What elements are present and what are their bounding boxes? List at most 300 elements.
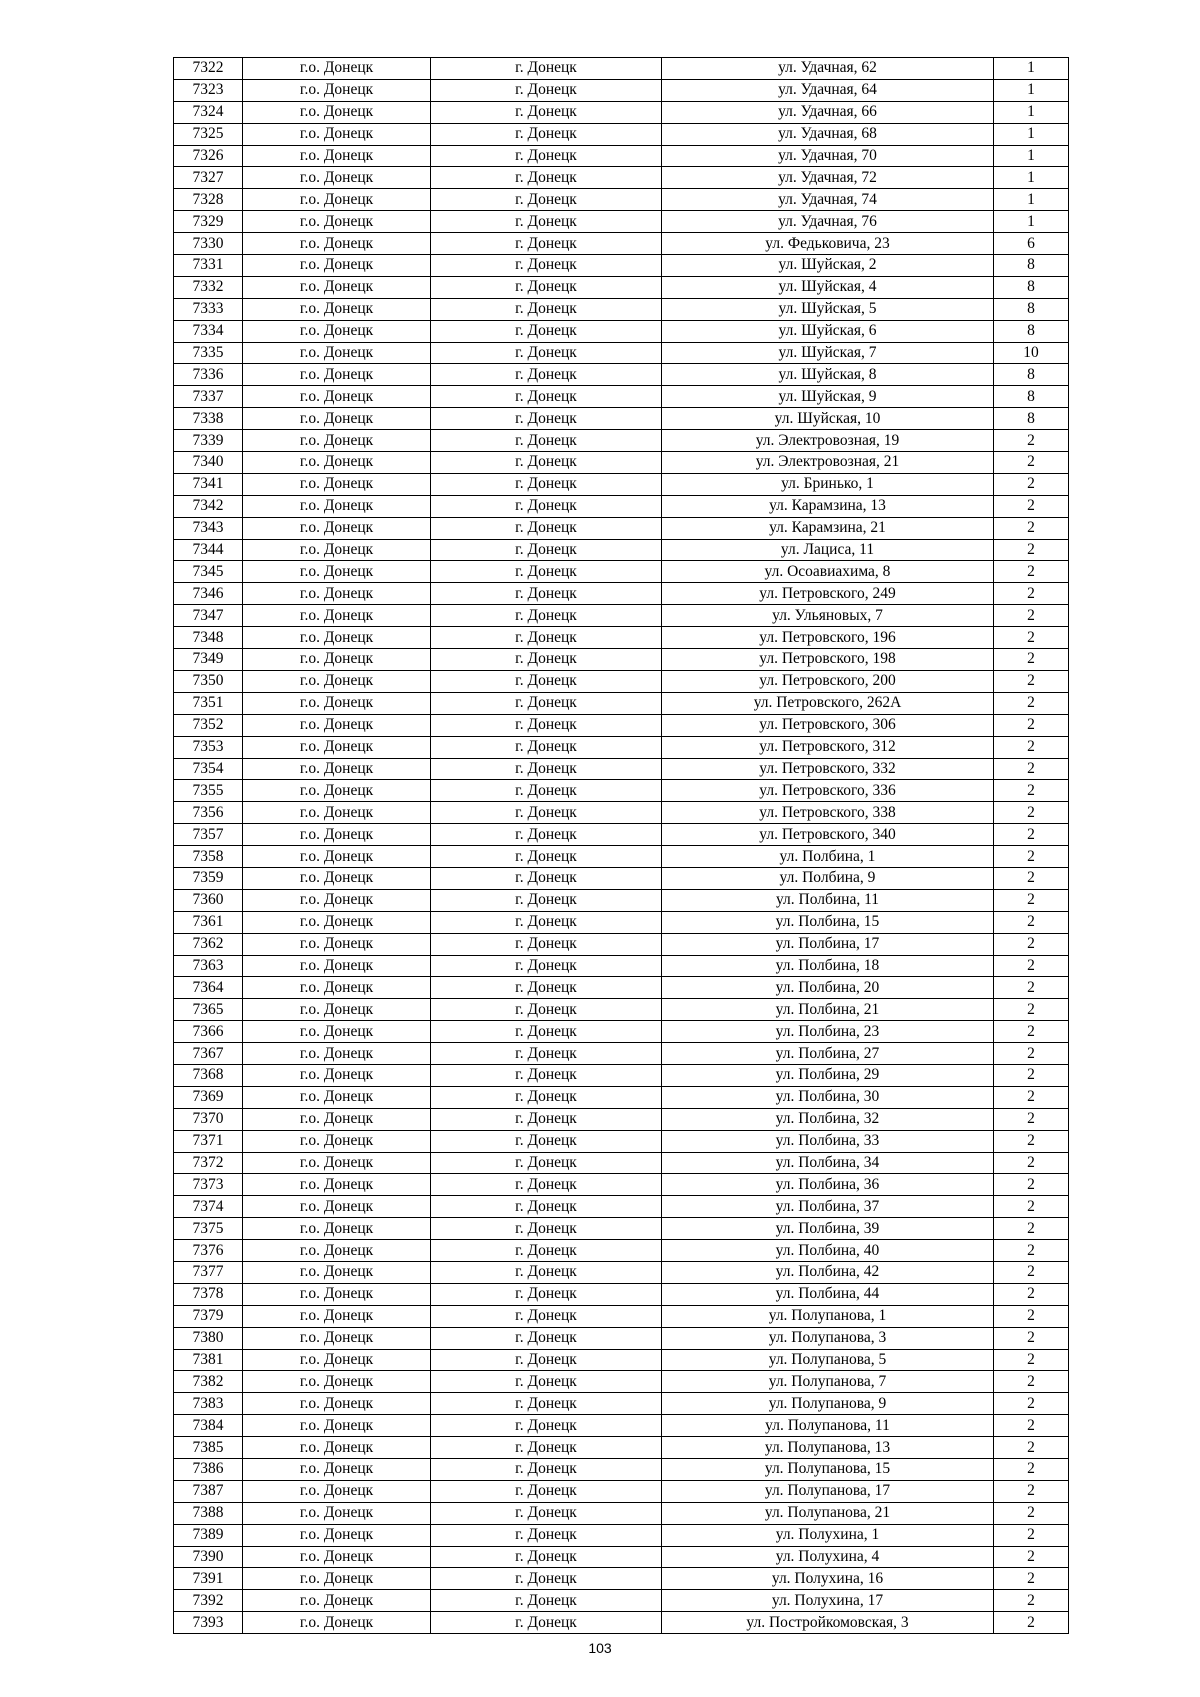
quantity-cell: 2 (994, 692, 1069, 714)
row-number-cell: 7375 (174, 1218, 243, 1240)
row-number-cell: 7329 (174, 211, 243, 233)
address-cell: ул. Полбина, 1 (662, 846, 994, 868)
city-cell: г. Донецк (431, 1437, 662, 1459)
row-number-cell: 7374 (174, 1196, 243, 1218)
table-row (174, 211, 1069, 233)
quantity-cell: 2 (994, 802, 1069, 824)
table-row (174, 1108, 1069, 1130)
quantity-cell: 2 (994, 583, 1069, 605)
table-row (174, 1240, 1069, 1262)
district-cell: г.о. Донецк (243, 627, 431, 649)
quantity-cell: 2 (994, 561, 1069, 583)
row-number-cell: 7376 (174, 1240, 243, 1262)
district-cell: г.о. Донецк (243, 342, 431, 364)
table-row (174, 583, 1069, 605)
city-cell: г. Донецк (431, 1349, 662, 1371)
row-number-cell: 7353 (174, 736, 243, 758)
address-cell: ул. Удачная, 64 (662, 79, 994, 101)
quantity-cell: 2 (994, 1218, 1069, 1240)
quantity-cell: 2 (994, 1590, 1069, 1612)
address-cell: ул. Полбина, 18 (662, 955, 994, 977)
address-cell: ул. Бринько, 1 (662, 473, 994, 495)
city-cell: г. Донецк (431, 824, 662, 846)
table-row (174, 802, 1069, 824)
table-row (174, 649, 1069, 671)
quantity-cell: 2 (994, 1546, 1069, 1568)
table-row (174, 386, 1069, 408)
city-cell: г. Донецк (431, 627, 662, 649)
row-number-cell: 7372 (174, 1152, 243, 1174)
table-row (174, 430, 1069, 452)
table-row (174, 517, 1069, 539)
city-cell: г. Донецк (431, 1480, 662, 1502)
quantity-cell: 2 (994, 1524, 1069, 1546)
quantity-cell: 2 (994, 889, 1069, 911)
district-cell: г.о. Донецк (243, 583, 431, 605)
row-number-cell: 7384 (174, 1415, 243, 1437)
quantity-cell: 2 (994, 1108, 1069, 1130)
row-number-cell: 7356 (174, 802, 243, 824)
quantity-cell: 2 (994, 539, 1069, 561)
address-cell: ул. Полбина, 42 (662, 1261, 994, 1283)
district-cell: г.о. Донецк (243, 473, 431, 495)
quantity-cell: 2 (994, 1502, 1069, 1524)
district-cell: г.о. Донецк (243, 233, 431, 255)
table-row (174, 342, 1069, 364)
address-cell: ул. Полбина, 39 (662, 1218, 994, 1240)
row-number-cell: 7325 (174, 123, 243, 145)
city-cell: г. Донецк (431, 364, 662, 386)
district-cell: г.о. Донецк (243, 101, 431, 123)
address-cell: ул. Удачная, 76 (662, 211, 994, 233)
district-cell: г.о. Донецк (243, 1524, 431, 1546)
district-cell: г.о. Донецк (243, 780, 431, 802)
row-number-cell: 7382 (174, 1371, 243, 1393)
city-cell: г. Донецк (431, 1086, 662, 1108)
row-number-cell: 7345 (174, 561, 243, 583)
row-number-cell: 7332 (174, 276, 243, 298)
address-cell: ул. Постройкомовская, 3 (662, 1612, 994, 1634)
city-cell: г. Донецк (431, 977, 662, 999)
address-cell: ул. Петровского, 198 (662, 649, 994, 671)
address-cell: ул. Шуйская, 6 (662, 320, 994, 342)
table-row (174, 364, 1069, 386)
address-cell: ул. Петровского, 332 (662, 758, 994, 780)
quantity-cell: 1 (994, 145, 1069, 167)
city-cell: г. Донецк (431, 1502, 662, 1524)
quantity-cell: 2 (994, 1415, 1069, 1437)
city-cell: г. Донецк (431, 539, 662, 561)
city-cell: г. Донецк (431, 867, 662, 889)
row-number-cell: 7378 (174, 1283, 243, 1305)
address-cell: ул. Полупанова, 15 (662, 1459, 994, 1481)
district-cell: г.о. Донецк (243, 1043, 431, 1065)
table-row (174, 1327, 1069, 1349)
district-cell: г.о. Донецк (243, 1218, 431, 1240)
quantity-cell: 2 (994, 867, 1069, 889)
city-cell: г. Донецк (431, 298, 662, 320)
row-number-cell: 7381 (174, 1349, 243, 1371)
address-cell: ул. Полбина, 11 (662, 889, 994, 911)
district-cell: г.о. Донецк (243, 1196, 431, 1218)
table-row (174, 1130, 1069, 1152)
table-row (174, 1393, 1069, 1415)
address-cell: ул. Карамзина, 13 (662, 495, 994, 517)
table-row (174, 846, 1069, 868)
row-number-cell: 7369 (174, 1086, 243, 1108)
address-cell: ул. Шуйская, 10 (662, 408, 994, 430)
quantity-cell: 2 (994, 452, 1069, 474)
row-number-cell: 7323 (174, 79, 243, 101)
district-cell: г.о. Донецк (243, 1349, 431, 1371)
row-number-cell: 7336 (174, 364, 243, 386)
city-cell: г. Донецк (431, 386, 662, 408)
district-cell: г.о. Донецк (243, 364, 431, 386)
table-row (174, 1305, 1069, 1327)
city-cell: г. Донецк (431, 320, 662, 342)
row-number-cell: 7368 (174, 1064, 243, 1086)
table-row (174, 1174, 1069, 1196)
table-row (174, 780, 1069, 802)
city-cell: г. Донецк (431, 430, 662, 452)
table-row (174, 167, 1069, 189)
quantity-cell: 2 (994, 1043, 1069, 1065)
district-cell: г.о. Донецк (243, 1086, 431, 1108)
table-row (174, 189, 1069, 211)
row-number-cell: 7362 (174, 933, 243, 955)
city-cell: г. Донецк (431, 889, 662, 911)
address-cell: ул. Полупанова, 21 (662, 1502, 994, 1524)
city-cell: г. Донецк (431, 1590, 662, 1612)
city-cell: г. Донецк (431, 999, 662, 1021)
district-cell: г.о. Донецк (243, 1459, 431, 1481)
address-cell: ул. Полупанова, 3 (662, 1327, 994, 1349)
quantity-cell: 1 (994, 101, 1069, 123)
district-cell: г.о. Донецк (243, 1240, 431, 1262)
row-number-cell: 7377 (174, 1261, 243, 1283)
table-row (174, 1459, 1069, 1481)
row-number-cell: 7327 (174, 167, 243, 189)
table-row (174, 1590, 1069, 1612)
row-number-cell: 7352 (174, 714, 243, 736)
row-number-cell: 7358 (174, 846, 243, 868)
city-cell: г. Донецк (431, 1568, 662, 1590)
district-cell: г.о. Донецк (243, 79, 431, 101)
row-number-cell: 7339 (174, 430, 243, 452)
district-cell: г.о. Донецк (243, 1261, 431, 1283)
quantity-cell: 8 (994, 386, 1069, 408)
address-cell: ул. Петровского, 306 (662, 714, 994, 736)
quantity-cell: 2 (994, 1283, 1069, 1305)
table-row (174, 1349, 1069, 1371)
table-row (174, 1218, 1069, 1240)
quantity-cell: 2 (994, 627, 1069, 649)
table-body (174, 58, 1069, 1634)
city-cell: г. Донецк (431, 1305, 662, 1327)
address-cell: ул. Полупанова, 1 (662, 1305, 994, 1327)
table-row (174, 999, 1069, 1021)
quantity-cell: 2 (994, 1021, 1069, 1043)
district-cell: г.о. Донецк (243, 145, 431, 167)
district-cell: г.о. Донецк (243, 1327, 431, 1349)
row-number-cell: 7366 (174, 1021, 243, 1043)
quantity-cell: 2 (994, 1064, 1069, 1086)
address-cell: ул. Полбина, 21 (662, 999, 994, 1021)
address-cell: ул. Полбина, 37 (662, 1196, 994, 1218)
table-row (174, 255, 1069, 277)
district-cell: г.о. Донецк (243, 1021, 431, 1043)
row-number-cell: 7330 (174, 233, 243, 255)
table-row (174, 123, 1069, 145)
city-cell: г. Донецк (431, 145, 662, 167)
city-cell: г. Донецк (431, 1218, 662, 1240)
city-cell: г. Донецк (431, 736, 662, 758)
row-number-cell: 7333 (174, 298, 243, 320)
page-number: 103 (588, 1640, 612, 1656)
address-cell: ул. Полухина, 4 (662, 1546, 994, 1568)
table-row (174, 867, 1069, 889)
table-row (174, 933, 1069, 955)
quantity-cell: 2 (994, 1174, 1069, 1196)
address-cell: ул. Полбина, 15 (662, 911, 994, 933)
city-cell: г. Донецк (431, 802, 662, 824)
row-number-cell: 7354 (174, 758, 243, 780)
city-cell: г. Донецк (431, 79, 662, 101)
quantity-cell: 2 (994, 1371, 1069, 1393)
row-number-cell: 7359 (174, 867, 243, 889)
address-cell: ул. Полупанова, 13 (662, 1437, 994, 1459)
table-row (174, 1043, 1069, 1065)
quantity-cell: 2 (994, 780, 1069, 802)
district-cell: г.о. Донецк (243, 1393, 431, 1415)
quantity-cell: 2 (994, 1196, 1069, 1218)
address-cell: ул. Полухина, 17 (662, 1590, 994, 1612)
address-cell: ул. Осоавиахима, 8 (662, 561, 994, 583)
table-row (174, 1283, 1069, 1305)
address-cell: ул. Электровозная, 19 (662, 430, 994, 452)
city-cell: г. Донецк (431, 517, 662, 539)
quantity-cell: 1 (994, 58, 1069, 80)
address-cell: ул. Шуйская, 4 (662, 276, 994, 298)
row-number-cell: 7390 (174, 1546, 243, 1568)
address-cell: ул. Лациса, 11 (662, 539, 994, 561)
row-number-cell: 7341 (174, 473, 243, 495)
address-cell: ул. Удачная, 62 (662, 58, 994, 80)
table-row (174, 1261, 1069, 1283)
address-cell: ул. Полбина, 44 (662, 1283, 994, 1305)
row-number-cell: 7343 (174, 517, 243, 539)
table-row (174, 977, 1069, 999)
row-number-cell: 7351 (174, 692, 243, 714)
table-row (174, 1086, 1069, 1108)
table-row (174, 627, 1069, 649)
district-cell: г.о. Донецк (243, 1480, 431, 1502)
row-number-cell: 7389 (174, 1524, 243, 1546)
district-cell: г.о. Донецк (243, 955, 431, 977)
district-cell: г.о. Донецк (243, 758, 431, 780)
quantity-cell: 2 (994, 824, 1069, 846)
address-cell: ул. Полбина, 34 (662, 1152, 994, 1174)
district-cell: г.о. Донецк (243, 320, 431, 342)
district-cell: г.о. Донецк (243, 1568, 431, 1590)
district-cell: г.о. Донецк (243, 649, 431, 671)
row-number-cell: 7355 (174, 780, 243, 802)
address-cell: ул. Шуйская, 7 (662, 342, 994, 364)
table-row (174, 692, 1069, 714)
city-cell: г. Донецк (431, 255, 662, 277)
table-row (174, 473, 1069, 495)
city-cell: г. Донецк (431, 561, 662, 583)
address-cell: ул. Федьковича, 23 (662, 233, 994, 255)
row-number-cell: 7364 (174, 977, 243, 999)
city-cell: г. Донецк (431, 452, 662, 474)
district-cell: г.о. Донецк (243, 123, 431, 145)
quantity-cell: 8 (994, 276, 1069, 298)
quantity-cell: 2 (994, 955, 1069, 977)
table-row (174, 889, 1069, 911)
row-number-cell: 7347 (174, 605, 243, 627)
address-cell: ул. Петровского, 200 (662, 670, 994, 692)
district-cell: г.о. Донецк (243, 999, 431, 1021)
district-cell: г.о. Донецк (243, 846, 431, 868)
table-row (174, 605, 1069, 627)
table-row (174, 452, 1069, 474)
table-row (174, 955, 1069, 977)
row-number-cell: 7337 (174, 386, 243, 408)
district-cell: г.о. Донецк (243, 824, 431, 846)
city-cell: г. Донецк (431, 189, 662, 211)
quantity-cell: 2 (994, 977, 1069, 999)
table-row (174, 1196, 1069, 1218)
table-row (174, 714, 1069, 736)
quantity-cell: 2 (994, 846, 1069, 868)
row-number-cell: 7380 (174, 1327, 243, 1349)
quantity-cell: 8 (994, 298, 1069, 320)
city-cell: г. Донецк (431, 1064, 662, 1086)
quantity-cell: 2 (994, 649, 1069, 671)
city-cell: г. Донецк (431, 1043, 662, 1065)
table-row (174, 408, 1069, 430)
table-row (174, 233, 1069, 255)
district-cell: г.о. Донецк (243, 452, 431, 474)
quantity-cell: 2 (994, 1240, 1069, 1262)
district-cell: г.о. Донецк (243, 802, 431, 824)
district-cell: г.о. Донецк (243, 1371, 431, 1393)
address-cell: ул. Полупанова, 9 (662, 1393, 994, 1415)
address-cell: ул. Шуйская, 8 (662, 364, 994, 386)
city-cell: г. Донецк (431, 1174, 662, 1196)
district-cell: г.о. Донецк (243, 714, 431, 736)
address-cell: ул. Полухина, 1 (662, 1524, 994, 1546)
district-cell: г.о. Донецк (243, 867, 431, 889)
address-cell: ул. Полбина, 20 (662, 977, 994, 999)
district-cell: г.о. Донецк (243, 408, 431, 430)
quantity-cell: 2 (994, 1349, 1069, 1371)
district-cell: г.о. Донецк (243, 386, 431, 408)
city-cell: г. Донецк (431, 408, 662, 430)
address-cell: ул. Петровского, 340 (662, 824, 994, 846)
district-cell: г.о. Донецк (243, 1502, 431, 1524)
row-number-cell: 7367 (174, 1043, 243, 1065)
table-row (174, 58, 1069, 80)
address-cell: ул. Полбина, 29 (662, 1064, 994, 1086)
row-number-cell: 7338 (174, 408, 243, 430)
district-cell: г.о. Донецк (243, 211, 431, 233)
quantity-cell: 2 (994, 1152, 1069, 1174)
address-cell: ул. Удачная, 70 (662, 145, 994, 167)
address-cell: ул. Удачная, 66 (662, 101, 994, 123)
quantity-cell: 2 (994, 999, 1069, 1021)
address-cell: ул. Ульяновых, 7 (662, 605, 994, 627)
district-cell: г.о. Донецк (243, 58, 431, 80)
address-cell: ул. Шуйская, 2 (662, 255, 994, 277)
table-row (174, 320, 1069, 342)
city-cell: г. Донецк (431, 933, 662, 955)
district-cell: г.о. Донецк (243, 539, 431, 561)
district-cell: г.о. Донецк (243, 1108, 431, 1130)
city-cell: г. Донецк (431, 1283, 662, 1305)
quantity-cell: 2 (994, 1305, 1069, 1327)
city-cell: г. Донецк (431, 1371, 662, 1393)
table-row (174, 1612, 1069, 1634)
city-cell: г. Донецк (431, 1261, 662, 1283)
quantity-cell: 2 (994, 1327, 1069, 1349)
row-number-cell: 7386 (174, 1459, 243, 1481)
quantity-cell: 2 (994, 473, 1069, 495)
table-row (174, 670, 1069, 692)
city-cell: г. Донецк (431, 846, 662, 868)
district-cell: г.о. Донецк (243, 736, 431, 758)
quantity-cell: 8 (994, 408, 1069, 430)
city-cell: г. Донецк (431, 692, 662, 714)
table-row (174, 1064, 1069, 1086)
row-number-cell: 7391 (174, 1568, 243, 1590)
district-cell: г.о. Донецк (243, 430, 431, 452)
city-cell: г. Донецк (431, 670, 662, 692)
table-row (174, 101, 1069, 123)
city-cell: г. Донецк (431, 780, 662, 802)
address-cell: ул. Петровского, 312 (662, 736, 994, 758)
row-number-cell: 7342 (174, 495, 243, 517)
row-number-cell: 7361 (174, 911, 243, 933)
city-cell: г. Донецк (431, 955, 662, 977)
district-cell: г.о. Донецк (243, 933, 431, 955)
row-number-cell: 7324 (174, 101, 243, 123)
quantity-cell: 2 (994, 736, 1069, 758)
city-cell: г. Донецк (431, 649, 662, 671)
district-cell: г.о. Донецк (243, 889, 431, 911)
address-cell: ул. Полупанова, 17 (662, 1480, 994, 1502)
row-number-cell: 7348 (174, 627, 243, 649)
table-row (174, 145, 1069, 167)
district-cell: г.о. Донецк (243, 1612, 431, 1634)
quantity-cell: 2 (994, 933, 1069, 955)
quantity-cell: 2 (994, 1459, 1069, 1481)
quantity-cell: 2 (994, 517, 1069, 539)
district-cell: г.о. Донецк (243, 561, 431, 583)
address-cell: ул. Полбина, 40 (662, 1240, 994, 1262)
quantity-cell: 2 (994, 670, 1069, 692)
city-cell: г. Донецк (431, 1108, 662, 1130)
quantity-cell: 2 (994, 430, 1069, 452)
quantity-cell: 1 (994, 123, 1069, 145)
row-number-cell: 7393 (174, 1612, 243, 1634)
district-cell: г.о. Донецк (243, 692, 431, 714)
quantity-cell: 10 (994, 342, 1069, 364)
address-cell: ул. Полупанова, 11 (662, 1415, 994, 1437)
city-cell: г. Донецк (431, 583, 662, 605)
table-row (174, 1415, 1069, 1437)
